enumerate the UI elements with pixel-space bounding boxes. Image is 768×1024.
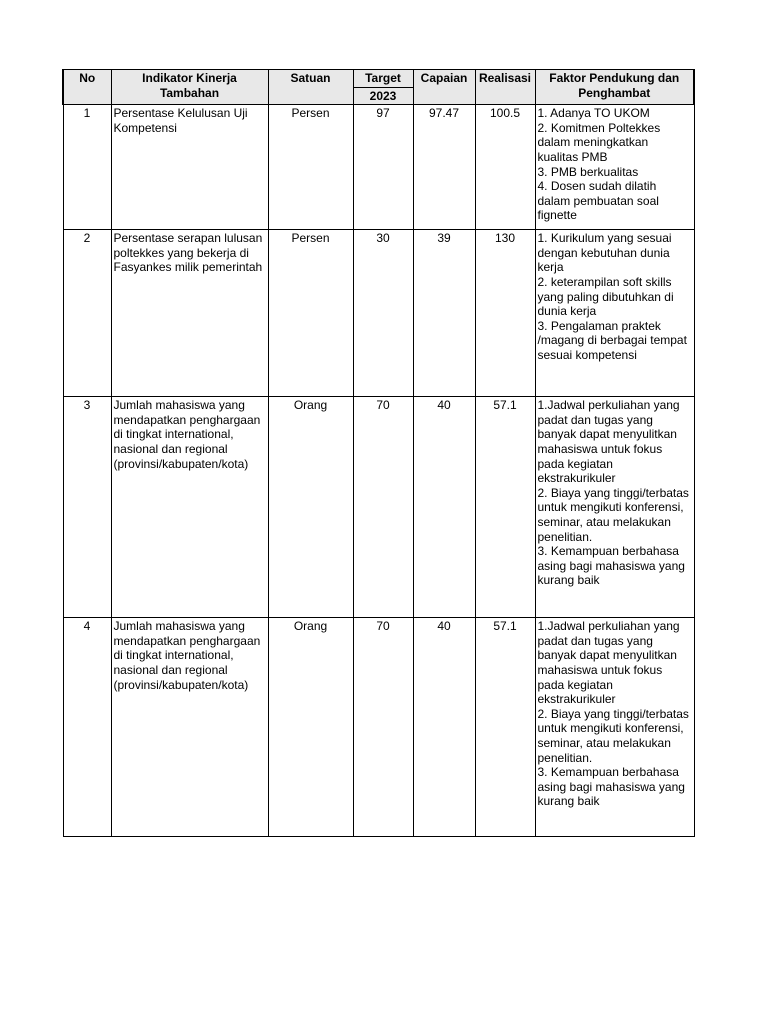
header-no: No [63,70,111,105]
header-satuan: Satuan [268,70,353,105]
cell-target: 70 [353,397,413,618]
cell-target: 70 [353,618,413,837]
cell-faktor: 1.Jadwal perkuliahan yang padat dan tugas yang banyak dapat menyulitkan mahasiswa untuk fokus pada kegiatan ekstrakurikuler 2. Biaya yang tinggi/terbatas untuk mengikuti konferensi, seminar, atau melakukan penelitian. 3. Kemampuan berbahasa asing bagi mahasiswa yang kurang baik [535,397,694,618]
cell-satuan: Orang [268,397,353,618]
cell-realisasi: 57.1 [475,397,535,618]
cell-satuan: Orang [268,618,353,837]
cell-indikator: Persentase serapan lulusan poltekkes yang bekerja di Fasyankes milik pemerintah [111,230,268,397]
cell-faktor: 1. Adanya TO UKOM 2. Komitmen Poltekkes dalam meningkatkan kualitas PMB 3. PMB berkualitas 4. Dosen sudah dilatih dalam pembuatan soal fignette [535,105,694,230]
cell-no: 2 [63,230,111,397]
cell-indikator: Persentase Kelulusan Uji Kompetensi [111,105,268,230]
cell-target: 30 [353,230,413,397]
cell-capaian: 40 [413,397,475,618]
cell-indikator: Jumlah mahasiswa yang mendapatkan penghargaan di tingkat international, nasional dan regional (provinsi/kabupaten/kota) [111,618,268,837]
header-capaian: Capaian [413,70,475,105]
performance-indicator-table [62,69,695,837]
header-realisasi: Realisasi [475,70,535,105]
cell-satuan: Persen [268,105,353,230]
cell-realisasi: 57.1 [475,618,535,837]
cell-faktor: 1.Jadwal perkuliahan yang padat dan tugas yang banyak dapat menyulitkan mahasiswa untuk fokus pada kegiatan ekstrakurikuler 2. Biaya yang tinggi/terbatas untuk mengikuti konferensi, seminar, atau melakukan penelitian. 3. Kemampuan berbahasa asing bagi mahasiswa yang kurang baik [535,618,694,837]
cell-capaian: 40 [413,618,475,837]
cell-realisasi: 100.5 [475,105,535,230]
table-row [63,618,694,837]
table-header [63,70,694,105]
cell-no: 1 [63,105,111,230]
table-body [63,105,694,837]
header-target-year: 2023 [353,87,413,105]
cell-capaian: 97.47 [413,105,475,230]
table-row [63,105,694,230]
header-target: Target [353,70,413,88]
header-indikator: Indikator Kinerja Tambahan [111,70,268,105]
table-row [63,230,694,397]
cell-faktor: 1. Kurikulum yang sesuai dengan kebutuhan dunia kerja 2. keterampilan soft skills yang paling dibutuhkan di dunia kerja 3. Pengalaman praktek /magang di berbagai tempat sesuai kompetensi [535,230,694,397]
cell-no: 4 [63,618,111,837]
cell-no: 3 [63,397,111,618]
cell-indikator: Jumlah mahasiswa yang mendapatkan penghargaan di tingkat international, nasional dan regional (provinsi/kabupaten/kota) [111,397,268,618]
cell-target: 97 [353,105,413,230]
cell-capaian: 39 [413,230,475,397]
cell-realisasi: 130 [475,230,535,397]
table-row [63,397,694,618]
header-faktor: Faktor Pendukung dan Penghambat [535,70,694,105]
cell-satuan: Persen [268,230,353,397]
